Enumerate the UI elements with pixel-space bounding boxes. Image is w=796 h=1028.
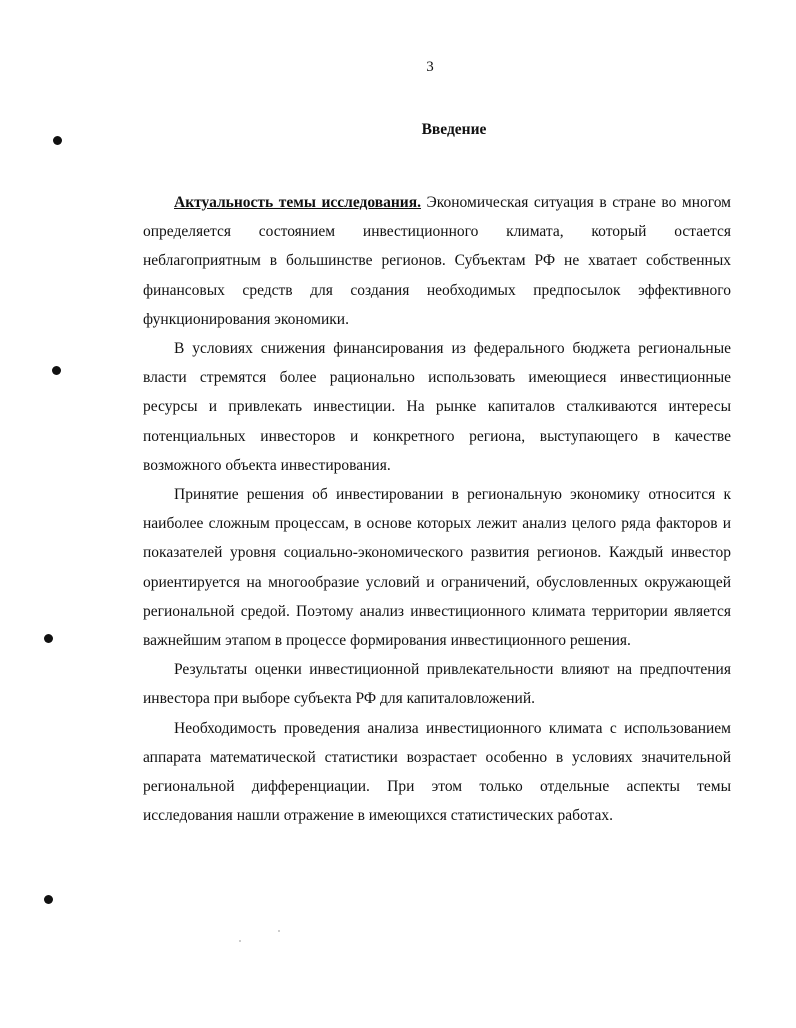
page-number: 3 [426,59,434,75]
body-text [143,188,731,830]
binder-hole-mark [44,634,53,643]
binder-hole-mark [44,895,53,904]
paragraph-results: Результаты оценки инвестиционной привлекательности влияют на предпочтения инвестора при выборе субъекта РФ для капиталовложений. [143,661,731,708]
section-heading: Введение [421,121,487,138]
scan-speck [278,930,280,932]
relevance-lead-term: Актуальность темы исследования. [174,194,421,211]
paragraph-decision: Принятие решения об инвестировании в региональную экономику относится к наиболее сложным процессам, в основе которых лежит анализ целого ряда факторов и показателей уровня социально-экономического развития регионов. Каждый инвестор ориентируется на многообразие условий и ограничений, обусловленных окружающей региональной средой. Поэтому анализ инвестиционного климата территории является важнейшим этапом в процессе формирования инвестиционного решения. [143,486,731,650]
paragraph-funding: В условиях снижения финансирования из федерального бюджета региональные власти стремятся более рационально использовать имеющиеся инвестиционные ресурсы и привлекать инвестиции. На рынке капиталов сталкиваются интересы потенциальных инвесторов и конкретного региона, выступающего в качестве возможного объекта инвестирования. [143,340,731,474]
paragraph-text: Экономическая ситуация в стране во многом определяется состоянием инвестиционного климата, который остается неблагоприятным в большинстве регионов. Субъектам РФ не хватает собственных финансовых средств для создания необходимых предпосылок эффективного функционирования экономики. [143,194,731,328]
scan-speck [239,940,241,942]
binder-hole-mark [53,136,62,145]
binder-hole-mark [52,366,61,375]
paragraph-necessity: Необходимость проведения анализа инвестиционного климата с использованием аппарата математической статистики возрастает особенно в условиях значительной региональной дифференциации. При этом только отдельные аспекты темы исследования нашли отражение в имеющихся статистических работах. [143,719,731,825]
paragraph-relevance [143,188,731,334]
